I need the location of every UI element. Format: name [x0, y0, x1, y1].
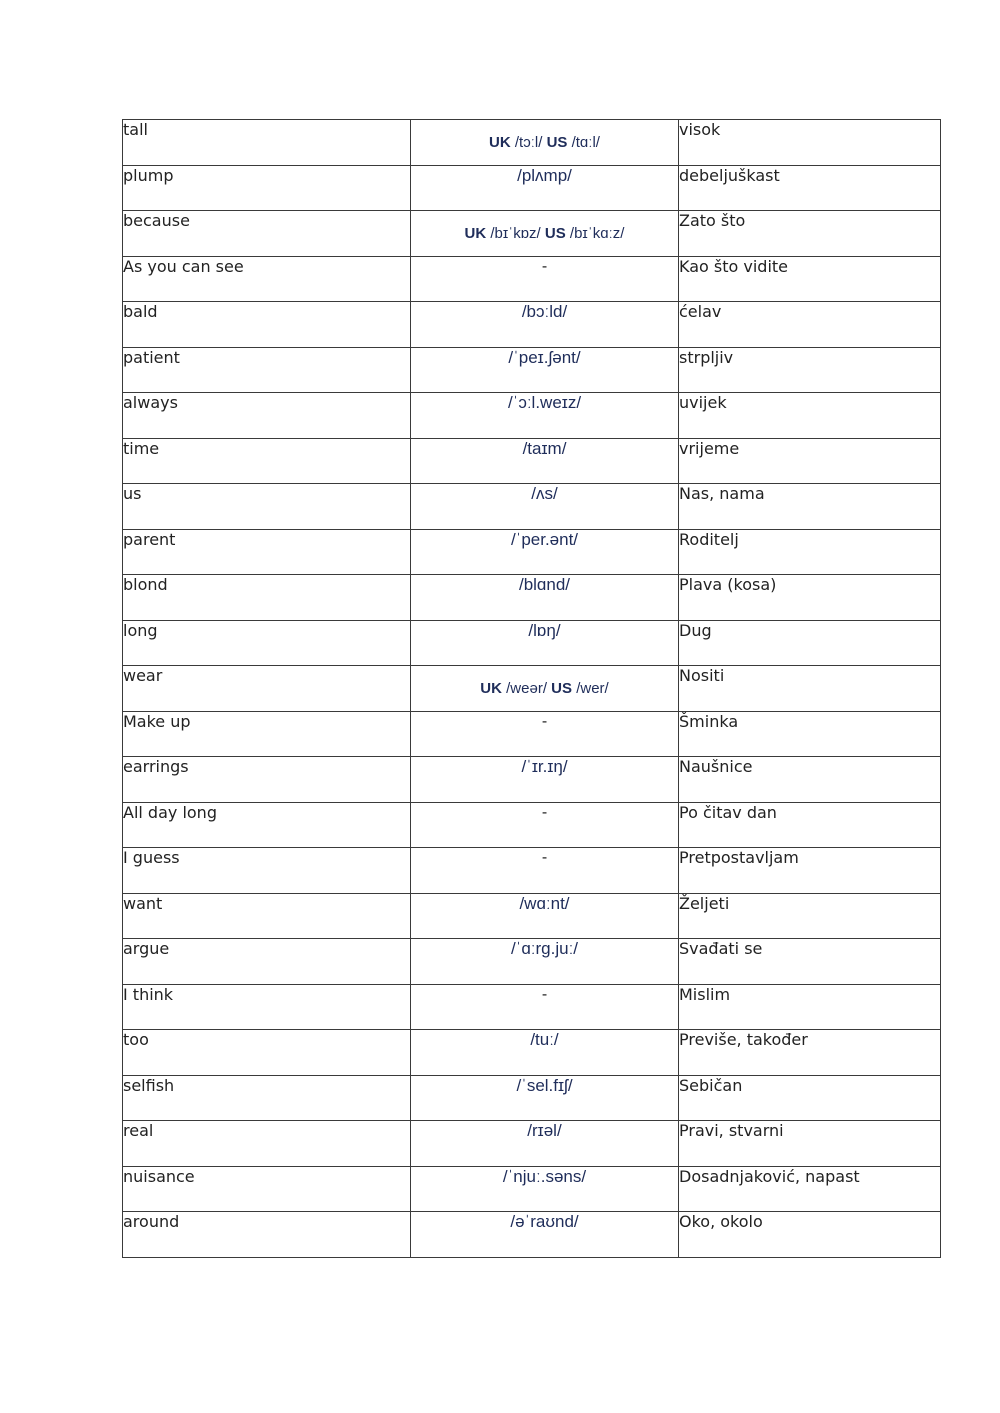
word-cell: patient	[123, 347, 411, 393]
pronunciation-cell: /tuː/	[411, 1030, 679, 1076]
translation-cell: Sebičan	[679, 1075, 941, 1121]
translation-cell: Nositi	[679, 666, 941, 712]
us-label: US	[546, 134, 568, 151]
table-row	[123, 1121, 941, 1167]
translation-cell: Nas, nama	[679, 484, 941, 530]
table-row	[123, 939, 941, 985]
pronunciation-cell: /blɑnd/	[411, 575, 679, 621]
word-cell: bald	[123, 302, 411, 348]
table-row	[123, 893, 941, 939]
translation-cell: visok	[679, 120, 941, 166]
pronunciation-cell: /ˈɪr.ɪŋ/	[411, 757, 679, 803]
word-cell: As you can see	[123, 256, 411, 302]
word-cell: tall	[123, 120, 411, 166]
uk-label: UK	[480, 680, 502, 697]
word-cell: plump	[123, 165, 411, 211]
pronunciation-cell: /lɒŋ/	[411, 620, 679, 666]
us-pronunciation: /bɪˈkɑːz/	[569, 225, 625, 242]
table-row	[123, 211, 941, 257]
us-label: US	[551, 680, 573, 697]
translation-cell: uvijek	[679, 393, 941, 439]
table-row	[123, 256, 941, 302]
pronunciation-cell: /rɪəl/	[411, 1121, 679, 1167]
translation-cell: Zato što	[679, 211, 941, 257]
us-pronunciation: /wer/	[576, 680, 609, 697]
translation-cell: Mislim	[679, 984, 941, 1030]
uk-pronunciation: /weər/	[506, 680, 547, 697]
word-cell: earrings	[123, 757, 411, 803]
table-row	[123, 484, 941, 530]
word-cell: time	[123, 438, 411, 484]
word-cell: parent	[123, 529, 411, 575]
pronunciation-cell	[411, 666, 679, 712]
table-row	[123, 1030, 941, 1076]
table-row	[123, 165, 941, 211]
word-cell: always	[123, 393, 411, 439]
word-cell: us	[123, 484, 411, 530]
word-cell: around	[123, 1212, 411, 1258]
pronunciation-cell: -	[411, 256, 679, 302]
word-cell: I guess	[123, 848, 411, 894]
table-row	[123, 438, 941, 484]
table-row	[123, 666, 941, 712]
uk-pronunciation: /bɪˈkɒz/	[490, 225, 541, 242]
table-row	[123, 848, 941, 894]
word-cell: selfish	[123, 1075, 411, 1121]
word-cell: because	[123, 211, 411, 257]
translation-cell: ćelav	[679, 302, 941, 348]
word-cell: blond	[123, 575, 411, 621]
table-row	[123, 1075, 941, 1121]
translation-cell: Po čitav dan	[679, 802, 941, 848]
pronunciation-cell: /ʌs/	[411, 484, 679, 530]
pronunciation-cell: /wɑːnt/	[411, 893, 679, 939]
translation-cell: strpljiv	[679, 347, 941, 393]
translation-cell: Pravi, stvarni	[679, 1121, 941, 1167]
uk-label: UK	[489, 134, 511, 151]
table-row	[123, 575, 941, 621]
pronunciation-cell: /ˈsel.fɪʃ/	[411, 1075, 679, 1121]
pronunciation-cell	[411, 120, 679, 166]
word-cell: too	[123, 1030, 411, 1076]
pronunciation-cell	[411, 211, 679, 257]
word-cell: argue	[123, 939, 411, 985]
pronunciation-cell: /ˈpeɪ.ʃənt/	[411, 347, 679, 393]
pronunciation-cell: /ˈper.ənt/	[411, 529, 679, 575]
word-cell: All day long	[123, 802, 411, 848]
pronunciation-cell: /plʌmp/	[411, 165, 679, 211]
translation-cell: vrijeme	[679, 438, 941, 484]
translation-cell: Dug	[679, 620, 941, 666]
table-row	[123, 711, 941, 757]
us-pronunciation: /tɑːl/	[571, 134, 600, 151]
table-row	[123, 757, 941, 803]
translation-cell: Kao što vidite	[679, 256, 941, 302]
word-cell: want	[123, 893, 411, 939]
uk-pronunciation: /tɔːl/	[514, 134, 543, 151]
table-row	[123, 347, 941, 393]
vocabulary-table	[122, 119, 941, 1258]
translation-cell: Dosadnjaković, napast	[679, 1166, 941, 1212]
vocabulary-table-body	[123, 120, 941, 1258]
word-cell: wear	[123, 666, 411, 712]
pronunciation-cell: /ˈɔːl.weɪz/	[411, 393, 679, 439]
table-row	[123, 620, 941, 666]
pronunciation-cell: /bɔːld/	[411, 302, 679, 348]
pronunciation-cell: /ˈɑːrg.juː/	[411, 939, 679, 985]
translation-cell: debeljuškast	[679, 165, 941, 211]
table-row	[123, 120, 941, 166]
word-cell: nuisance	[123, 1166, 411, 1212]
table-row	[123, 529, 941, 575]
word-cell: real	[123, 1121, 411, 1167]
translation-cell: Željeti	[679, 893, 941, 939]
translation-cell: Previše, također	[679, 1030, 941, 1076]
uk-label: UK	[464, 225, 487, 242]
translation-cell: Oko, okolo	[679, 1212, 941, 1258]
translation-cell: Plava (kosa)	[679, 575, 941, 621]
pronunciation-cell: -	[411, 711, 679, 757]
us-label: US	[544, 225, 566, 242]
table-row	[123, 984, 941, 1030]
word-cell: I think	[123, 984, 411, 1030]
translation-cell: Svađati se	[679, 939, 941, 985]
pronunciation-cell: -	[411, 848, 679, 894]
table-row	[123, 393, 941, 439]
translation-cell: Šminka	[679, 711, 941, 757]
word-cell: long	[123, 620, 411, 666]
word-cell: Make up	[123, 711, 411, 757]
table-row	[123, 1212, 941, 1258]
translation-cell: Roditelj	[679, 529, 941, 575]
table-row	[123, 802, 941, 848]
pronunciation-cell: -	[411, 984, 679, 1030]
table-row	[123, 1166, 941, 1212]
pronunciation-cell: /əˈraʊnd/	[411, 1212, 679, 1258]
pronunciation-cell: -	[411, 802, 679, 848]
table-row	[123, 302, 941, 348]
translation-cell: Naušnice	[679, 757, 941, 803]
pronunciation-cell: /taɪm/	[411, 438, 679, 484]
translation-cell: Pretpostavljam	[679, 848, 941, 894]
pronunciation-cell: /ˈnjuː.səns/	[411, 1166, 679, 1212]
